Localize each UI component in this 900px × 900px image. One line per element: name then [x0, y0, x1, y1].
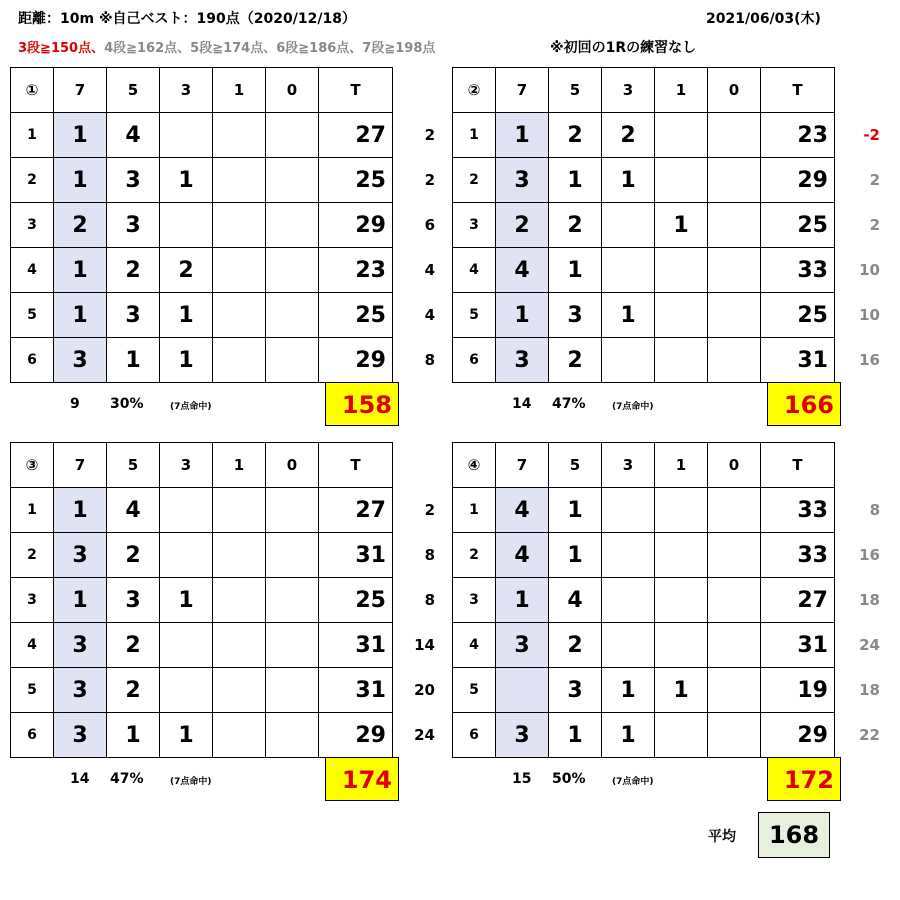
end-total: 27 [319, 113, 393, 158]
end-total: 29 [761, 158, 835, 203]
count-cell-3: 1 [160, 338, 213, 383]
column-header: 3 [602, 68, 655, 113]
table-row [11, 203, 393, 248]
column-header: 3 [160, 68, 213, 113]
cumulative-diff: 8 [869, 501, 880, 519]
count-cell-0 [708, 533, 761, 578]
cumulative-7-hits: 6 [424, 216, 435, 234]
count-cell-5: 2 [549, 203, 602, 248]
count-cell-0 [708, 578, 761, 623]
end-number: 6 [453, 713, 496, 758]
count-cell-1 [655, 578, 708, 623]
round-2-table [452, 67, 835, 383]
cumulative-7-hits: 24 [414, 726, 435, 744]
column-header: T [761, 68, 835, 113]
count-cell-5: 2 [549, 623, 602, 668]
count-cell-1 [213, 533, 266, 578]
end-total: 25 [761, 293, 835, 338]
hit-note: (7点命中) [612, 777, 654, 787]
column-header: 0 [708, 68, 761, 113]
round-summary [452, 757, 842, 802]
cumulative-diff: 24 [859, 636, 880, 654]
count-cell-0 [708, 248, 761, 293]
count-cell-7: 3 [54, 713, 107, 758]
cumulative-7-hits: 4 [424, 261, 435, 279]
count-cell-1 [655, 533, 708, 578]
count-cell-0 [708, 158, 761, 203]
end-total: 33 [761, 248, 835, 293]
count-cell-3: 2 [602, 113, 655, 158]
column-header: 1 [213, 68, 266, 113]
count-cell-7: 1 [496, 578, 549, 623]
end-number: 3 [11, 203, 54, 248]
column-header: 7 [496, 68, 549, 113]
count-cell-1 [213, 293, 266, 338]
column-header: 7 [496, 443, 549, 488]
round-summary [452, 382, 842, 427]
round-3-table [10, 442, 393, 758]
count-cell-5: 3 [107, 203, 160, 248]
count-cell-0 [708, 203, 761, 248]
count-cell-3 [160, 533, 213, 578]
count-cell-0 [266, 668, 319, 713]
column-header: 5 [107, 68, 160, 113]
end-number: 3 [453, 203, 496, 248]
count-cell-5: 2 [549, 338, 602, 383]
column-header: 1 [655, 443, 708, 488]
count-cell-3 [602, 533, 655, 578]
count-cell-7: 1 [54, 293, 107, 338]
column-header: 7 [54, 68, 107, 113]
count-cell-7: 1 [54, 113, 107, 158]
round-total: 158 [325, 382, 399, 426]
count-cell-3: 1 [160, 158, 213, 203]
cumulative-7-hits: 20 [414, 681, 435, 699]
hit-note: (7点命中) [170, 777, 212, 787]
count-cell-3 [602, 338, 655, 383]
count-cell-7: 3 [54, 338, 107, 383]
table-row [11, 533, 393, 578]
count-cell-3: 1 [160, 578, 213, 623]
round-4-block [452, 442, 842, 802]
cumulative-7-hits: 14 [414, 636, 435, 654]
count-cell-1 [213, 578, 266, 623]
end-number: 4 [11, 623, 54, 668]
count-cell-3 [160, 113, 213, 158]
count-cell-1 [213, 623, 266, 668]
header-row [453, 68, 835, 113]
count-cell-0 [708, 338, 761, 383]
count-cell-3 [602, 248, 655, 293]
round-summary [10, 757, 400, 802]
end-number: 2 [453, 158, 496, 203]
count-cell-0 [266, 113, 319, 158]
table-row [453, 338, 835, 383]
count-cell-1 [213, 158, 266, 203]
count-cell-0 [266, 623, 319, 668]
count-cell-7: 1 [54, 488, 107, 533]
count-cell-5: 3 [549, 668, 602, 713]
round-label: ② [453, 68, 496, 113]
end-number: 4 [453, 623, 496, 668]
round-summary [10, 382, 400, 427]
end-number: 5 [453, 293, 496, 338]
count-cell-3: 1 [160, 713, 213, 758]
end-number: 6 [453, 338, 496, 383]
table-row [453, 578, 835, 623]
practice-note: ※初回の1Rの練習なし [550, 40, 697, 56]
table-row [11, 338, 393, 383]
end-number: 2 [11, 533, 54, 578]
hit-count: 9 [70, 396, 80, 412]
round-1-block [10, 67, 400, 427]
end-number: 3 [453, 578, 496, 623]
table-row [11, 158, 393, 203]
end-number: 1 [11, 113, 54, 158]
table-row [11, 113, 393, 158]
count-cell-5: 2 [107, 248, 160, 293]
cumulative-diff: 10 [859, 261, 880, 279]
date-header: 2021/06/03(木) [706, 11, 821, 27]
count-cell-1 [213, 338, 266, 383]
count-cell-7: 4 [496, 248, 549, 293]
count-cell-7: 1 [54, 578, 107, 623]
count-cell-0 [708, 488, 761, 533]
end-total: 25 [761, 203, 835, 248]
end-number: 1 [453, 488, 496, 533]
cumulative-diff: 18 [859, 591, 880, 609]
round-total: 172 [767, 757, 841, 801]
cumulative-diff: 22 [859, 726, 880, 744]
round-1-table [10, 67, 393, 383]
column-header: 5 [549, 68, 602, 113]
count-cell-5: 1 [549, 248, 602, 293]
count-cell-5: 1 [549, 713, 602, 758]
table-row [11, 488, 393, 533]
end-total: 25 [319, 293, 393, 338]
column-header: 5 [549, 443, 602, 488]
count-cell-3 [160, 668, 213, 713]
count-cell-5: 1 [107, 338, 160, 383]
count-cell-5: 1 [549, 488, 602, 533]
cumulative-7-hits: 8 [424, 591, 435, 609]
average-value: 168 [758, 812, 830, 858]
hit-percent: 47% [110, 771, 144, 787]
end-number: 1 [11, 488, 54, 533]
table-row [453, 203, 835, 248]
count-cell-7: 3 [54, 623, 107, 668]
count-cell-0 [266, 488, 319, 533]
end-total: 31 [761, 623, 835, 668]
count-cell-0 [266, 533, 319, 578]
cumulative-diff: 16 [859, 546, 880, 564]
count-cell-0 [708, 113, 761, 158]
end-total: 25 [319, 158, 393, 203]
count-cell-5: 4 [107, 113, 160, 158]
end-number: 3 [11, 578, 54, 623]
column-header: 0 [708, 443, 761, 488]
end-total: 33 [761, 488, 835, 533]
column-header: T [319, 68, 393, 113]
count-cell-1 [213, 488, 266, 533]
end-total: 27 [319, 488, 393, 533]
count-cell-0 [266, 158, 319, 203]
count-cell-1 [655, 623, 708, 668]
count-cell-1 [655, 488, 708, 533]
count-cell-5: 2 [549, 113, 602, 158]
table-row [453, 113, 835, 158]
end-total: 31 [319, 533, 393, 578]
count-cell-1 [655, 713, 708, 758]
hit-percent: 30% [110, 396, 144, 412]
column-header: T [761, 443, 835, 488]
count-cell-1: 1 [655, 203, 708, 248]
end-total: 29 [319, 203, 393, 248]
column-header: 0 [266, 68, 319, 113]
count-cell-7: 3 [496, 338, 549, 383]
column-header: 1 [213, 443, 266, 488]
round-total: 174 [325, 757, 399, 801]
count-cell-5: 3 [107, 578, 160, 623]
hit-count: 14 [70, 771, 90, 787]
count-cell-0 [708, 623, 761, 668]
rank-3dan: 3段≧150点、 [18, 41, 105, 56]
end-total: 23 [761, 113, 835, 158]
column-header: 1 [655, 68, 708, 113]
count-cell-7 [496, 668, 549, 713]
table-row [453, 248, 835, 293]
count-cell-3: 2 [160, 248, 213, 293]
cumulative-diff: -2 [863, 126, 880, 144]
count-cell-0 [266, 578, 319, 623]
distance-best-header: 距離：10m ※自己ベスト：190点（2020/12/18） [18, 11, 356, 27]
column-header: 3 [602, 443, 655, 488]
count-cell-1 [655, 338, 708, 383]
hit-percent: 47% [552, 396, 586, 412]
count-cell-3: 1 [602, 158, 655, 203]
cumulative-diff: 2 [869, 216, 880, 234]
count-cell-3 [160, 623, 213, 668]
table-row [453, 488, 835, 533]
count-cell-7: 1 [496, 293, 549, 338]
count-cell-3: 1 [602, 668, 655, 713]
count-cell-1 [655, 248, 708, 293]
count-cell-1 [213, 203, 266, 248]
count-cell-1 [655, 293, 708, 338]
count-cell-1 [655, 113, 708, 158]
table-row [453, 623, 835, 668]
count-cell-3 [602, 623, 655, 668]
count-cell-0 [708, 293, 761, 338]
count-cell-5: 2 [107, 623, 160, 668]
count-cell-1: 1 [655, 668, 708, 713]
rank-thresholds [18, 37, 435, 56]
hit-count: 15 [512, 771, 532, 787]
count-cell-0 [266, 248, 319, 293]
count-cell-0 [266, 293, 319, 338]
count-cell-1 [655, 158, 708, 203]
end-total: 33 [761, 533, 835, 578]
round-label: ④ [453, 443, 496, 488]
rank-higher: 4段≧162点、5段≧174点、6段≧186点、7段≧198点 [104, 41, 436, 56]
end-total: 27 [761, 578, 835, 623]
count-cell-5: 1 [549, 158, 602, 203]
count-cell-0 [266, 713, 319, 758]
header-row [11, 443, 393, 488]
end-number: 2 [453, 533, 496, 578]
count-cell-7: 3 [496, 158, 549, 203]
count-cell-1 [213, 668, 266, 713]
count-cell-7: 1 [54, 158, 107, 203]
table-row [453, 158, 835, 203]
count-cell-3: 1 [160, 293, 213, 338]
count-cell-3 [160, 488, 213, 533]
count-cell-0 [708, 713, 761, 758]
cumulative-7-hits: 8 [424, 351, 435, 369]
end-number: 4 [11, 248, 54, 293]
count-cell-5: 4 [549, 578, 602, 623]
count-cell-7: 3 [54, 533, 107, 578]
count-cell-7: 2 [54, 203, 107, 248]
hit-percent: 50% [552, 771, 586, 787]
round-label: ① [11, 68, 54, 113]
count-cell-7: 1 [54, 248, 107, 293]
table-row [453, 533, 835, 578]
table-row [11, 578, 393, 623]
cumulative-7-hits: 8 [424, 546, 435, 564]
count-cell-3 [602, 203, 655, 248]
count-cell-0 [266, 203, 319, 248]
cumulative-7-hits: 4 [424, 306, 435, 324]
count-cell-5: 3 [549, 293, 602, 338]
end-total: 23 [319, 248, 393, 293]
count-cell-0 [266, 338, 319, 383]
count-cell-3 [602, 488, 655, 533]
end-number: 6 [11, 713, 54, 758]
count-cell-3 [160, 203, 213, 248]
count-cell-5: 3 [107, 158, 160, 203]
cumulative-7-hits: 2 [424, 501, 435, 519]
count-cell-7: 3 [54, 668, 107, 713]
table-row [453, 293, 835, 338]
end-number: 5 [453, 668, 496, 713]
count-cell-1 [213, 248, 266, 293]
end-number: 4 [453, 248, 496, 293]
count-cell-5: 1 [107, 713, 160, 758]
end-number: 1 [453, 113, 496, 158]
table-row [11, 713, 393, 758]
cumulative-diff: 16 [859, 351, 880, 369]
count-cell-3: 1 [602, 713, 655, 758]
end-total: 29 [319, 713, 393, 758]
column-header: 5 [107, 443, 160, 488]
cumulative-diff: 2 [869, 171, 880, 189]
table-row [453, 668, 835, 713]
header-row [11, 68, 393, 113]
count-cell-5: 2 [107, 533, 160, 578]
count-cell-5: 3 [107, 293, 160, 338]
end-total: 29 [761, 713, 835, 758]
round-label: ③ [11, 443, 54, 488]
column-header: 7 [54, 443, 107, 488]
count-cell-3: 1 [602, 293, 655, 338]
header-row [453, 443, 835, 488]
end-total: 19 [761, 668, 835, 713]
count-cell-7: 4 [496, 533, 549, 578]
count-cell-0 [708, 668, 761, 713]
round-total: 166 [767, 382, 841, 426]
table-row [11, 623, 393, 668]
end-total: 31 [319, 668, 393, 713]
count-cell-5: 4 [107, 488, 160, 533]
end-total: 29 [319, 338, 393, 383]
cumulative-diff: 10 [859, 306, 880, 324]
hit-note: (7点命中) [612, 402, 654, 412]
end-number: 5 [11, 293, 54, 338]
table-row [11, 293, 393, 338]
round-3-block [10, 442, 400, 802]
count-cell-5: 2 [107, 668, 160, 713]
column-header: 3 [160, 443, 213, 488]
count-cell-3 [602, 578, 655, 623]
average-label: 平均 [708, 829, 736, 845]
count-cell-1 [213, 113, 266, 158]
count-cell-7: 4 [496, 488, 549, 533]
round-4-table [452, 442, 835, 758]
count-cell-7: 3 [496, 713, 549, 758]
cumulative-7-hits: 2 [424, 126, 435, 144]
end-total: 31 [319, 623, 393, 668]
end-number: 6 [11, 338, 54, 383]
cumulative-diff: 18 [859, 681, 880, 699]
count-cell-7: 2 [496, 203, 549, 248]
table-row [11, 668, 393, 713]
column-header: T [319, 443, 393, 488]
count-cell-7: 3 [496, 623, 549, 668]
table-row [453, 713, 835, 758]
count-cell-7: 1 [496, 113, 549, 158]
end-number: 2 [11, 158, 54, 203]
end-total: 25 [319, 578, 393, 623]
end-total: 31 [761, 338, 835, 383]
round-2-block [452, 67, 842, 427]
table-row [11, 248, 393, 293]
hit-count: 14 [512, 396, 532, 412]
cumulative-7-hits: 2 [424, 171, 435, 189]
end-number: 5 [11, 668, 54, 713]
count-cell-5: 1 [549, 533, 602, 578]
count-cell-1 [213, 713, 266, 758]
column-header: 0 [266, 443, 319, 488]
hit-note: (7点命中) [170, 402, 212, 412]
